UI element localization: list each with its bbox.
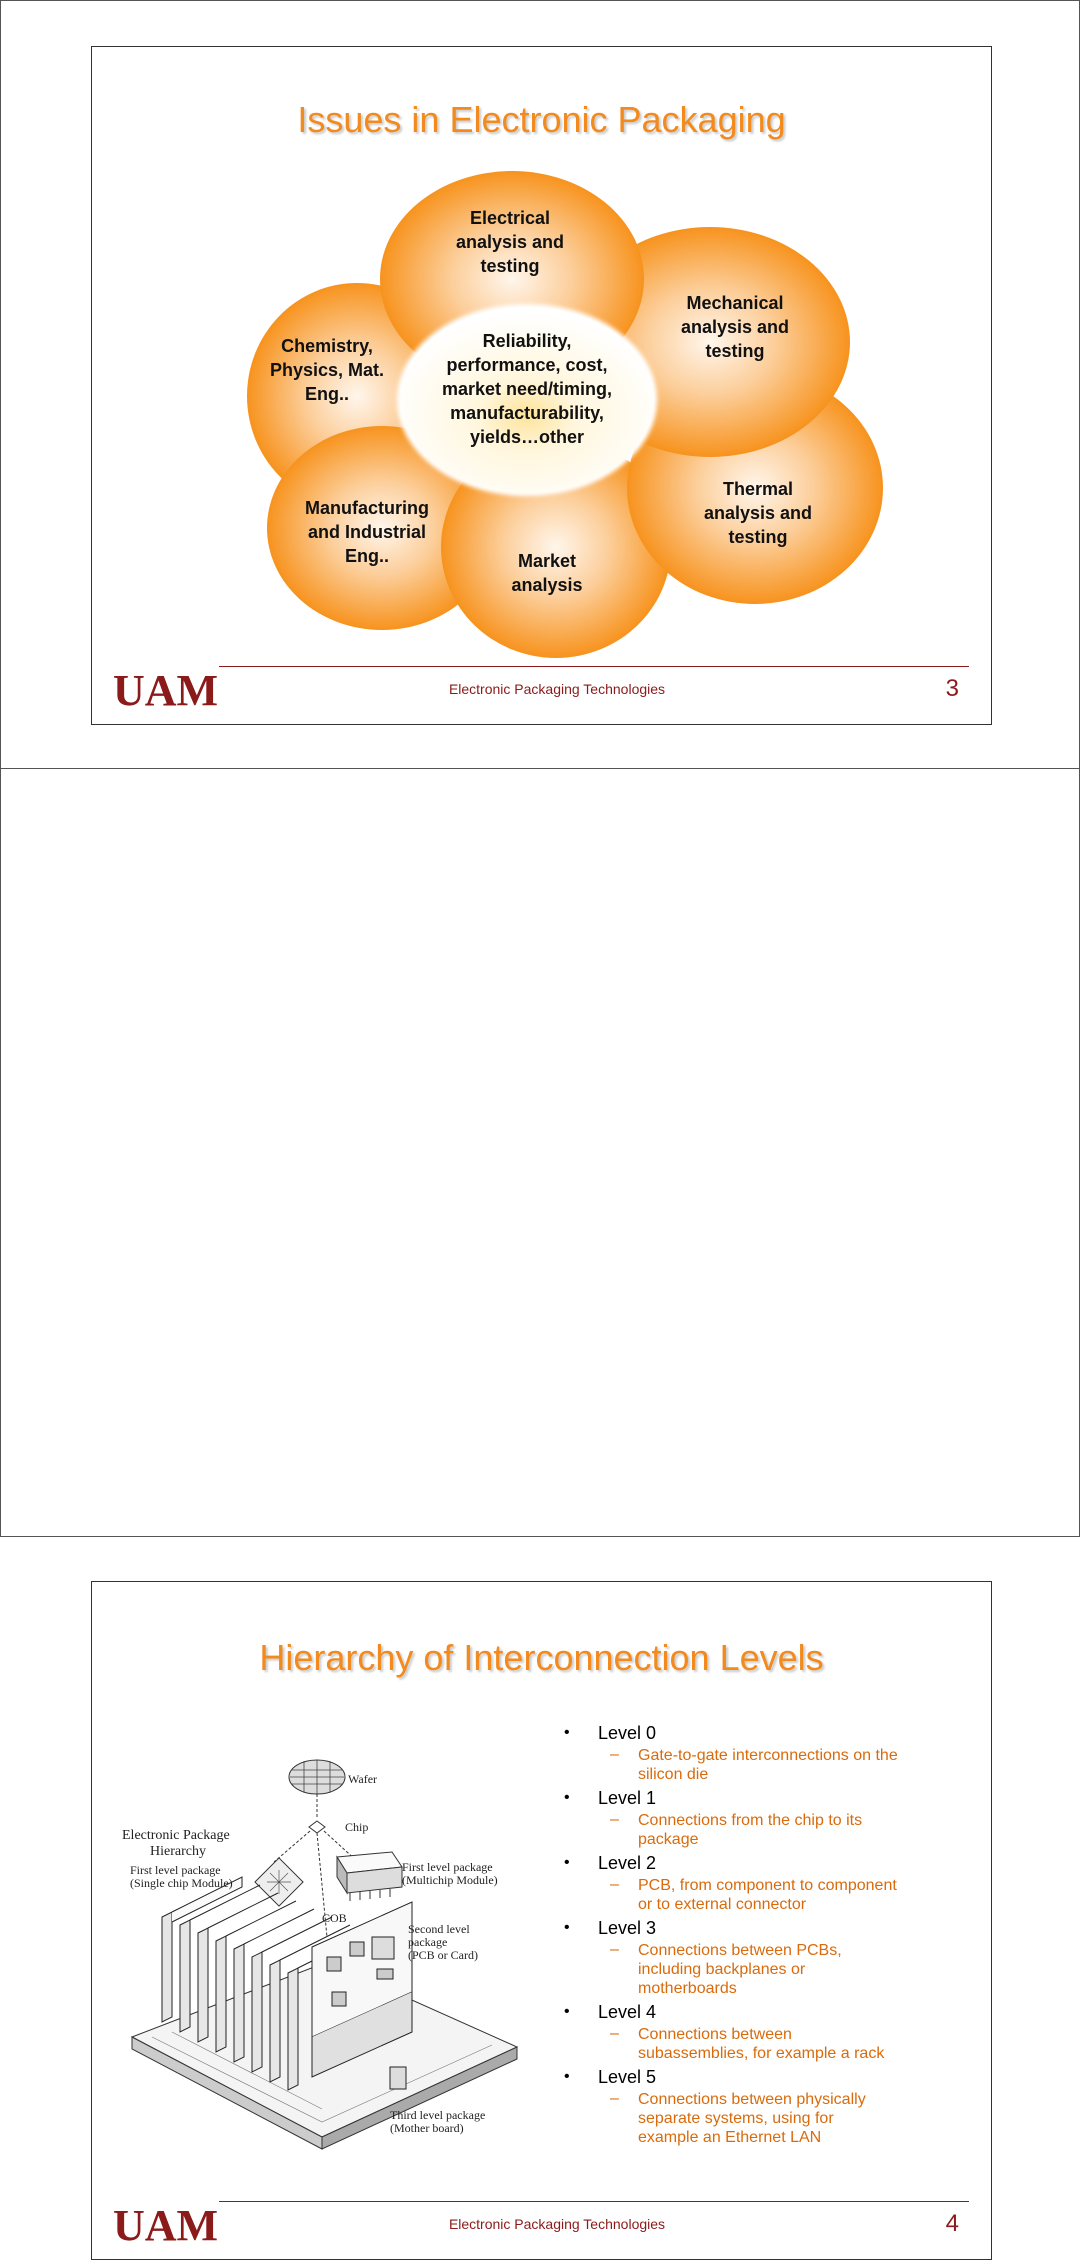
level-desc-line: subassemblies, for example a rack (638, 2045, 885, 2062)
level-name: Level 5 (598, 2067, 657, 2087)
level-name: Level 4 (598, 2002, 657, 2022)
label-chip: Chip (345, 1820, 369, 1834)
level-desc-line: silicon die (638, 1766, 709, 1783)
dash: – (610, 1941, 619, 1958)
level-desc-line: or to external connector (638, 1896, 807, 1913)
label-second-1: Second level (408, 1922, 470, 1936)
bullet: • (564, 1919, 570, 1936)
slide-3 (91, 46, 992, 725)
slide-title: Issues in Electronic Packaging (297, 99, 786, 140)
footer-rule (219, 2201, 969, 2202)
bullet: • (564, 1789, 570, 1806)
level-item-3 (562, 1917, 982, 1998)
petal-label-thermal: Thermal analysis and testing (703, 479, 813, 547)
handout-cell-1 (0, 0, 1080, 769)
level-item-5 (562, 2066, 982, 2147)
bullet: • (564, 2003, 570, 2020)
level-item-1 (562, 1787, 982, 1849)
dash: – (610, 1811, 619, 1828)
petal-label-electrical: Electrical analysis and testing (455, 208, 565, 276)
multichip-module-icon (337, 1852, 402, 1901)
logo-text: UAM (113, 666, 219, 715)
label-first-single-2: (Single chip Module) (130, 1876, 233, 1890)
package-hierarchy-figure (122, 1737, 522, 2157)
level-sub (598, 1876, 982, 1914)
level-item-0 (562, 1722, 982, 1784)
petal-label-manufacturing: Manufacturing and Industrial Eng.. (305, 498, 429, 566)
connector-icon (390, 2067, 406, 2089)
figure-heading-1: Electronic Package (122, 1828, 230, 1843)
slide-title: Hierarchy of Interconnection Levels (259, 1637, 824, 1678)
handout-cell-2 (0, 768, 1080, 2250)
level-name: Level 3 (598, 1918, 657, 1938)
level-sub (598, 1811, 982, 1849)
label-wafer: Wafer (348, 1772, 378, 1786)
label-first-multi-2: (Multichip Module) (402, 1873, 498, 1887)
level-sub (598, 1746, 982, 1784)
bullet: • (564, 2068, 570, 2085)
label-first-single-1: First level package (130, 1863, 221, 1877)
level-desc-line: separate systems, using for (638, 2110, 834, 2127)
level-desc-line: including backplanes or (638, 1961, 806, 1978)
level-desc-line: Gate-to-gate interconnections on the (638, 1747, 898, 1764)
bullet: • (564, 1854, 570, 1871)
label-cob: COB (322, 1911, 347, 1925)
petal-label-market: Market analysis (511, 551, 583, 595)
level-sub (598, 2090, 982, 2147)
page-number: 4 (945, 2210, 959, 2237)
level-desc-line: PCB, from component to component (638, 1877, 897, 1894)
level-name: Level 2 (598, 1853, 657, 1873)
footer-rule (219, 666, 969, 667)
single-chip-module-icon (255, 1858, 303, 1906)
petal-label-mechanical: Mechanical analysis and testing (680, 293, 790, 361)
wafer-icon (289, 1760, 345, 1794)
page-number: 3 (945, 675, 959, 702)
level-sub (598, 2025, 982, 2063)
label-second-2: package (408, 1935, 448, 1949)
level-name: Level 0 (598, 1723, 657, 1743)
level-sub (598, 1941, 982, 1998)
level-desc-line: example an Ethernet LAN (638, 2129, 822, 2146)
dash: – (610, 2090, 619, 2107)
level-list (562, 1722, 982, 2150)
level-desc-line: Connections between physically (638, 2091, 866, 2108)
petal-label-chemistry: Chemistry, Physics, Mat. Eng.. (269, 336, 385, 404)
bullet: • (564, 1724, 570, 1741)
dash: – (610, 1876, 619, 1893)
footer-text: Electronic Packaging Technologies (448, 681, 666, 697)
label-second-3: (PCB or Card) (408, 1948, 478, 1962)
level-desc-line: Connections from the chip to its (638, 1812, 863, 1829)
level-item-2 (562, 1852, 982, 1914)
level-name: Level 1 (598, 1788, 657, 1808)
label-third-1: Third level package (390, 2108, 486, 2122)
dash: – (610, 1746, 619, 1763)
slide-4 (91, 1581, 992, 2260)
level-desc-line: package (638, 1831, 699, 1848)
logo-text: UAM (113, 2201, 219, 2250)
figure-heading-2: Hierarchy (150, 1844, 206, 1859)
level-item-4 (562, 2001, 982, 2063)
label-first-multi-1: First level package (402, 1860, 493, 1874)
level-desc-line: Connections between PCBs, (638, 1942, 842, 1959)
center-label: Reliability, performance, cost, market need/timing, manufacturability, yields…other (441, 331, 613, 447)
level-desc-line: Connections between (638, 2026, 792, 2043)
footer-text: Electronic Packaging Technologies (448, 2216, 666, 2232)
dash: – (610, 2025, 619, 2042)
label-third-2: (Mother board) (390, 2121, 464, 2135)
level-desc-line: motherboards (638, 1980, 737, 1997)
